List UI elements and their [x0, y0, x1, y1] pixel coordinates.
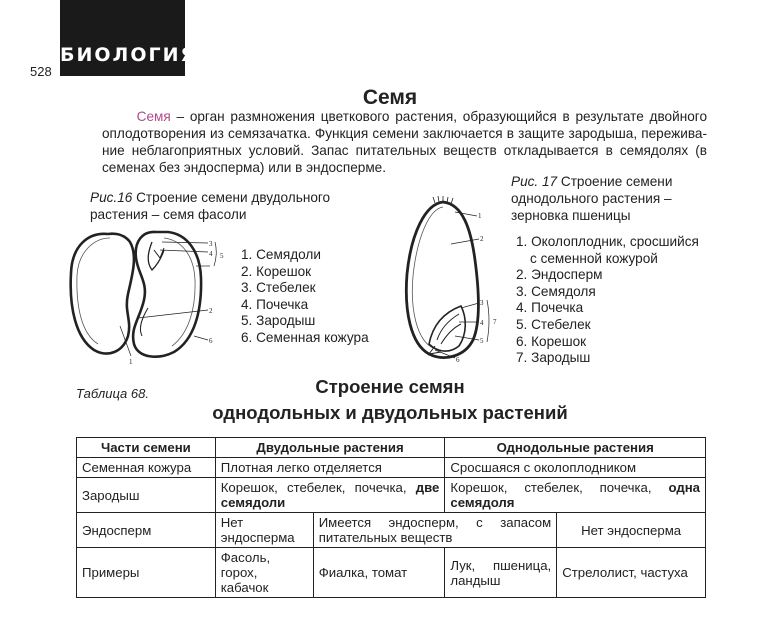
wheat-label-7: 7	[493, 318, 497, 326]
table-header: Двудольные растения	[215, 438, 445, 458]
fig17-caption	[511, 173, 701, 224]
intro-term: Семя	[136, 109, 171, 124]
bean-right-half	[133, 232, 201, 357]
fig17-legend-item: 6. Корешок	[516, 333, 587, 349]
table-header-row	[77, 438, 706, 458]
fig17-legend-item: 1. Околоплодник, сросшийся	[516, 234, 699, 249]
table-cell: Имеется эндосперм, с запасом питательных веществ	[313, 513, 557, 548]
wheat-label-5: 5	[480, 337, 484, 345]
wheat-grain-outline	[406, 202, 478, 358]
fig16-legend-item: 4. Почечка	[241, 296, 309, 312]
table-cell: Нет эндосперма	[557, 513, 706, 548]
table-cell-text: Корешок, стебелек, почечка,	[450, 480, 652, 495]
section-title: БИОЛОГИЯ	[60, 44, 198, 66]
wheat-label-2: 2	[480, 235, 484, 243]
table-cell: Сросшаяся с околоплодником	[445, 458, 706, 478]
fig17-legend-item: 2. Эндосперм	[516, 267, 603, 283]
wheat-label-4: 4	[480, 319, 484, 327]
wheat-grain-illustration	[395, 194, 505, 366]
table-cell	[445, 478, 706, 513]
table-label: Таблица 68.	[76, 386, 149, 401]
fig16-legend-item: 1. Семядоли	[241, 247, 321, 262]
fig17-legend-item: 7. Зародыш	[516, 350, 591, 366]
table-cell: Семенная кожура	[77, 458, 216, 478]
table-cell: Лук, пшеница, ландыш	[445, 548, 557, 598]
table-cell: Стрелолист, частуха	[557, 548, 706, 598]
table-cell-bold: одна семядоля	[450, 480, 700, 510]
bean-label-3: 3	[209, 240, 213, 248]
page-number: 528	[30, 64, 52, 79]
table-header: Части семени	[77, 438, 216, 458]
table-row	[77, 513, 706, 548]
fig17-caption-text: Строение семени однодольного растения – зерновка пшеницы	[511, 174, 673, 223]
bean-label-6: 6	[209, 337, 213, 345]
fig16-legend-item: 6. Семенная кожура	[241, 329, 369, 345]
bean-left-half	[71, 234, 134, 354]
table-cell: Плотная легко отделяется	[215, 458, 445, 478]
table-title	[170, 374, 610, 426]
table-row	[77, 548, 706, 598]
bean-seed-illustration	[68, 228, 238, 368]
fig17-label: Рис. 17	[511, 174, 558, 189]
bean-label-5: 5	[220, 252, 224, 260]
fig17-legend-item: 4. Почечка	[516, 300, 584, 316]
table-cell: Нет эндосперма	[215, 513, 313, 548]
fig16-legend-item: 3. Стебелек	[241, 280, 316, 296]
bean-label-2: 2	[209, 307, 213, 315]
fig16-caption-text: Строение семени двудольного растения – семя фасоли	[90, 190, 331, 222]
fig16-legend-item: 5. Зародыш	[241, 313, 316, 329]
table-cell: Фиалка, томат	[313, 548, 445, 598]
fig17-legend-item: 5. Стебелек	[516, 316, 591, 332]
fig16-legend-item: 2. Корешок	[241, 263, 312, 279]
fig16-label: Рис.16	[90, 190, 133, 205]
table-header: Однодольные растения	[445, 438, 706, 458]
table-cell-bold: две семядоли	[220, 480, 440, 510]
intro-paragraph	[102, 108, 707, 176]
table-title-line: однодольных и двудольных растений	[212, 402, 568, 423]
table-cell	[215, 478, 445, 513]
fig16-caption	[90, 189, 350, 223]
bean-label-1: 1	[129, 358, 133, 366]
bean-label-4: 4	[209, 250, 213, 258]
seed-structure-table	[76, 437, 706, 598]
wheat-label-3: 3	[480, 299, 484, 307]
table-row	[77, 458, 706, 478]
fig17-legend-item: 3. Семядоля	[516, 283, 596, 299]
wheat-label-1: 1	[478, 212, 482, 220]
table-cell: Зародыш	[77, 478, 216, 513]
wheat-label-6: 6	[456, 356, 460, 364]
table-cell: Фасоль, горох, кабачок	[215, 548, 313, 598]
table-cell: Эндосперм	[77, 513, 216, 548]
table-cell-text: Корешок, стебелек, почечка,	[220, 480, 407, 495]
table-title-line: Строение семян	[315, 376, 465, 397]
page-title: Семя	[362, 86, 418, 109]
table-row	[77, 478, 706, 513]
table-cell: Примеры	[77, 548, 216, 598]
fig17-legend	[516, 234, 699, 367]
fig16-legend	[241, 247, 369, 347]
intro-text: – орган размножения цветкового растения, образующийся в результате двойного оплодотворения из семязачатка. Функция семени заключается в защите зародыша, пережива-ние неблагоприятных условий. Запас питательных веществ откладывается в семядолях (в семенах без эндосперма) или в эндосперме.	[102, 109, 708, 175]
fig17-legend-item: с семенной кожурой	[530, 250, 658, 266]
